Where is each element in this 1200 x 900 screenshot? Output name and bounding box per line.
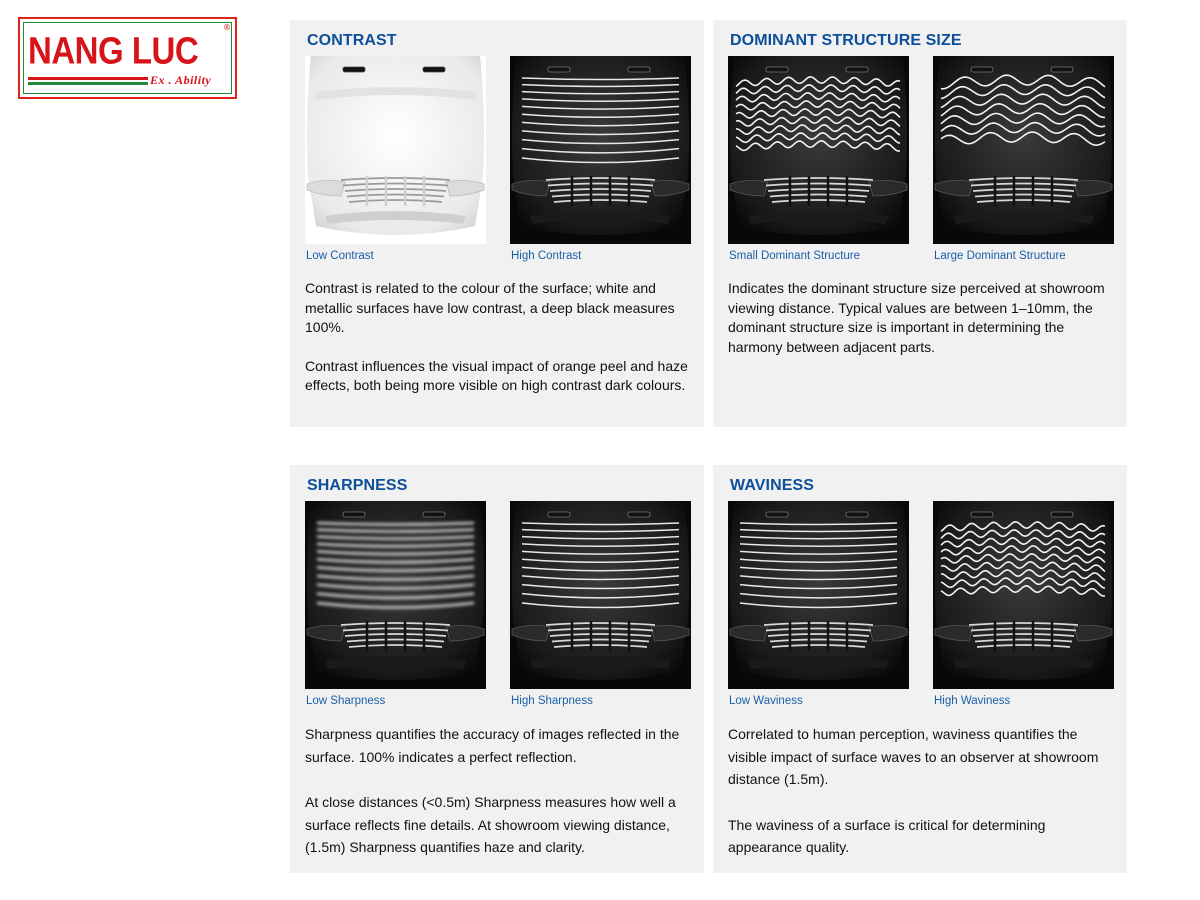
hood-vent-shape <box>628 512 650 517</box>
hood-vent-shape <box>548 67 570 72</box>
image-caption: Low Contrast <box>306 250 374 262</box>
car-hood-shape <box>730 501 907 680</box>
description-paragraph: At close distances (<0.5m) Sharpness measures how well a surface reflects fine details. At showroom viewing distance, (1.5m) Sharpness quantifies haze and clarity. <box>305 794 676 855</box>
hood-vent-shape <box>1051 67 1073 72</box>
logo-red-stripe <box>28 77 148 80</box>
hood-vent-shape <box>971 67 993 72</box>
brand-logo <box>18 17 237 99</box>
panel-description <box>728 279 1118 357</box>
description-paragraph: Indicates the dominant structure size perceived at showroom viewing distance. Typical values are between 1–10mm, the dominant structure size is important in determining the harmony between adjacent parts. <box>728 280 1105 355</box>
waviness-panel <box>713 465 1127 873</box>
panel-title: SHARPNESS <box>307 477 408 494</box>
hood-vent-shape <box>343 512 365 517</box>
car-hood-shape <box>307 501 484 680</box>
description-paragraph: Correlated to human perception, waviness quantifies the visible impact of surface waves to an observer at showroom distance (1.5m). <box>728 726 1099 787</box>
logo-registered-mark: ® <box>223 23 231 32</box>
description-paragraph: The waviness of a surface is critical for determining appearance quality. <box>728 816 1046 855</box>
high-waviness-image <box>933 501 1114 689</box>
hood-vent-shape <box>548 512 570 517</box>
car-hood-shape <box>512 56 689 235</box>
dominant-structure-panel <box>713 20 1127 427</box>
panel-description <box>728 723 1118 859</box>
hood-vent-shape <box>423 67 445 72</box>
hood-vent-shape <box>1051 512 1073 517</box>
image-caption: High Contrast <box>511 250 582 262</box>
description-paragraph: Contrast is related to the colour of the surface; white and metallic surfaces have low contrast, a deep black measures 100%. <box>305 280 675 335</box>
hood-vent-shape <box>628 67 650 72</box>
image-caption: Low Sharpness <box>306 695 386 707</box>
hood-vent-shape <box>846 512 868 517</box>
description-paragraph: Sharpness quantifies the accuracy of images reflected in the surface. 100% indicates a perfect reflection. <box>305 726 680 765</box>
large-dominant-structure-image <box>933 56 1114 244</box>
panel-title: WAVINESS <box>730 477 815 494</box>
description-paragraph: Contrast influences the visual impact of orange peel and haze effects, both being more visible on high contrast dark colours. <box>305 357 688 393</box>
logo-tagline: Ex . Ability <box>150 73 212 87</box>
hood-vent-shape <box>971 512 993 517</box>
panel-title: CONTRAST <box>307 32 397 49</box>
high-sharpness-image <box>510 501 691 689</box>
sharpness-panel <box>290 465 704 873</box>
contrast-panel <box>290 20 704 427</box>
car-hood-shape <box>512 501 689 680</box>
hood-vent-shape <box>846 67 868 72</box>
small-dominant-structure-image <box>728 56 909 244</box>
image-caption: High Waviness <box>934 695 1011 707</box>
image-caption: Large Dominant Structure <box>934 250 1066 262</box>
image-caption: Small Dominant Structure <box>729 250 861 262</box>
low-contrast-image <box>305 56 486 244</box>
image-caption: High Sharpness <box>511 695 593 707</box>
panel-description <box>305 723 695 859</box>
hood-vent-shape <box>766 512 788 517</box>
low-waviness-image <box>728 501 909 689</box>
high-contrast-image <box>510 56 691 244</box>
logo-green-stripe <box>28 82 148 85</box>
hood-vent-shape <box>343 67 365 72</box>
logo-brand-name: NANG LUC <box>28 29 199 72</box>
low-sharpness-image <box>305 501 486 689</box>
panel-title: DOMINANT STRUCTURE SIZE <box>730 32 962 49</box>
panel-description <box>305 279 695 396</box>
car-hood-shape <box>935 56 1112 235</box>
hood-vent-shape <box>423 512 445 517</box>
hood-vent-shape <box>766 67 788 72</box>
car-hood-shape <box>307 56 484 235</box>
image-caption: Low Waviness <box>729 695 803 707</box>
